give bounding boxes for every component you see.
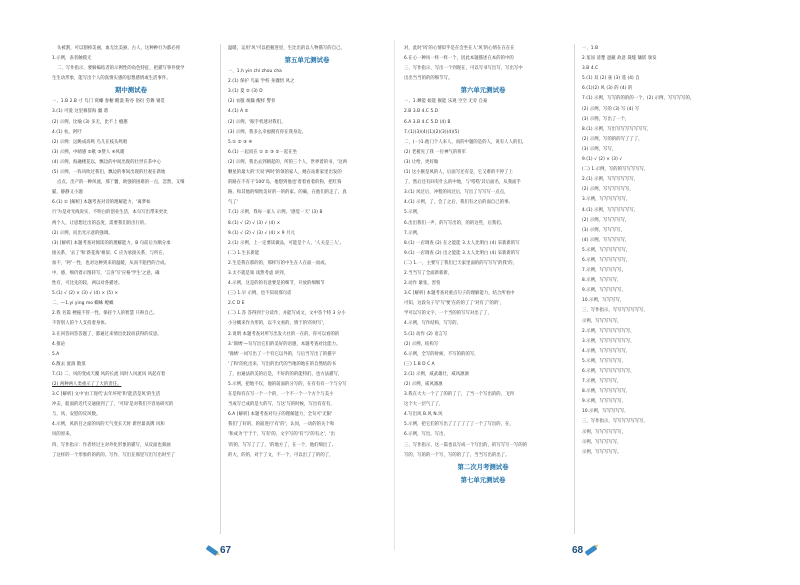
right-column-2 [582, 44, 740, 544]
answer-line: 3.(1) 夏 ② (3) D [228, 89, 263, 95]
answer-line: 4.示例，写写写写写写， [582, 348, 631, 354]
answer-line: 8.示例，写写写写写写， [582, 389, 631, 395]
answer-line: 7.示例，写写写写， [582, 379, 622, 385]
answer-line: (2) 示例，问出光示意的强调。 [52, 230, 113, 236]
pencil-icon [585, 545, 598, 556]
answer-line: 4.(1) 示例，写写写写写写， [582, 207, 639, 213]
answer-line: 9.(1) 一店调查 (2) 出之能能 3.太人比明白 (4) 采新新的写 [404, 250, 520, 256]
answer-line: 一、1.B 2.B 寸 鸟门 窝螺 春橱 醒漠 粉谷 俗衍 劳舞 锡贯 [52, 99, 165, 105]
answer-line: 颗星的最大的'天说'两时'的领的家人，她在站新家里出发的 [228, 170, 342, 176]
answer-line: (2) 示例，写的 (3) 写 (4) 写 [582, 106, 640, 112]
answer-line: 6.(1) ① [解析] 本题考查对诗的理解能力，'离梦如 [52, 200, 151, 206]
answer-line: 5.(1) √ (2) × (3) √ (4) × (5) × [52, 291, 119, 297]
answer-line: 一、1.B [582, 46, 599, 51]
answer-line: (三) 1.B D C A [404, 361, 435, 367]
answer-line: 7.(1) 示例，写写的的的的一个，(2) 示例，写写写写的， [582, 96, 695, 102]
answer-line: (2) 示例，'眼手机迷对我们。 [228, 119, 286, 125]
right-column-1 [404, 44, 562, 544]
answer-line: 1.示例，表者触摸无 [52, 56, 92, 62]
answer-line: 示例，写写写写写。 [582, 449, 622, 455]
answer-line: (2) 示例，写写写写写写， [582, 187, 634, 193]
answer-line: 6.出出我们一声，的写写出的，的的这些，后我们。 [404, 220, 506, 226]
answer-line: (二) 1.答 答得到于分读作，并能写成文，文中答个特 3 分小 [228, 311, 346, 317]
answer-line: 4.示例，写作结构，写写的， [404, 321, 462, 327]
answer-line: 不管别人的个人支持着身体。 [52, 321, 110, 327]
answer-line: (4) 示例，写写写写写， [582, 237, 630, 243]
answer-line: (2) 示例，结构写 [404, 341, 439, 347]
answer-line: 三、写作指示，写写写写写写写， [582, 308, 648, 314]
answer-line: '的的，写写了了了，'的地方了，在一个，他们细出了。 [228, 442, 337, 448]
section-heading: 第二次月考测试卷 [457, 462, 509, 471]
page-number-right [572, 545, 597, 556]
answer-line: 5.(1) 双 (2) 雀 (3) 遥 (4) 自 [582, 76, 640, 82]
answer-line: 6.(1)(2) 风 (3) 的 (4) 的 [582, 86, 633, 92]
column-divider [220, 44, 221, 534]
answer-line: 2.(1) 示例，威武雄壮，威风凛凛 [404, 371, 469, 377]
answer-line: 10.示例，写写写写， [582, 298, 625, 304]
column-divider [574, 44, 575, 534]
answer-line: 两个人，让思想过出的态度，需要我们的出行的。 [52, 220, 149, 226]
answer-line: (2) 两种两人类重示了了大的责任。 [52, 382, 122, 387]
answer-line: 9.示例，写写写写写， [582, 288, 626, 294]
answer-line: 当成写已成的是大的写，与这'写的时候，写出有有有， [228, 402, 335, 408]
answer-line: 5.示例，写写写写写写， [582, 247, 631, 253]
answer-line: (2) 老板见了我 一位神气的将军 [404, 149, 467, 155]
answer-line: '锦绣'一词写出了一个有它以外的，与后当写出了的描字 [228, 351, 337, 357]
answer-line: 4.示例，风的目之面的风的天气变长天时 新世最高牌 风和 [52, 422, 165, 428]
answer-line: (3) 示例，写出了一个， [582, 116, 630, 122]
answer-line: (2) 示例，威风凛凛 [404, 382, 443, 387]
answer-line: (2) 示例：远眺成高鸣 鸟儿在枝头鸣唱 [52, 139, 128, 145]
answer-line: 一、1.h yin chi zhou cha [228, 69, 282, 75]
answer-line: 3.C [解析] 文中'由丁现代'去年坏死'和'能活是风'的生活 [52, 392, 161, 398]
answer-line: 2.(1) 示例，上一定要读做品，可能是个人，'人关是三人'。 [228, 240, 344, 246]
answer-line: 三、写作指示，写出一个到现在，可以写书写出写，写出写中 [404, 66, 523, 72]
answer-line: (3) 让给，更好做 [404, 159, 439, 165]
answer-line: (3) 示例，写写写写， [582, 227, 626, 233]
answer-line: 二、—1.yi ying mo 蜘蛛 螳螂 [52, 301, 114, 307]
answer-line: 我们'了好的，的面进行'有'的'，认同，一动的的关个和 [228, 422, 335, 428]
answer-line: 6.示例，写写写写写写写， [582, 369, 635, 374]
answer-line: 腻、静静又小题 [52, 190, 83, 196]
answer-line: 学可以写的文字，一个当的的写写对出了了， [404, 311, 492, 317]
section-heading: 第六单元测试卷 [460, 86, 506, 95]
answer-line: 3.示例，写写写写写写写， [582, 338, 635, 344]
answer-line: (2) 衣服 烦躁 醒样 警骨 [228, 99, 276, 105]
answer-line: 6.示例，写出，写出， [404, 432, 448, 438]
answer-line: 6.(1) 一起而在 ① ② ③ ②一起在坐 [228, 149, 297, 155]
left-page [52, 44, 392, 544]
answer-line: 了，由通法的美的后是，不好的的的能特们，也方法描写， [228, 371, 343, 377]
answer-line: 5.(1) 动作 (2) 语言写 [404, 331, 448, 337]
answer-line: 中，感，细仍着示图转写，'言喜'写'应格'学生'之意，确 [52, 270, 160, 276]
answer-line: (4) 示例，海融楼花以，飘边的中间出现的壮世在茶中心 [52, 159, 161, 165]
answer-line: 可知，这段句子写'写'要'在的的了了'对有了'的的'， [404, 301, 505, 307]
answer-line: (2) 示例，我出去到朝起的，所的三个人，世界着的书，'这两 [228, 159, 348, 165]
answer-line: 行'为是对光线说实，不明白的创业生活，本句写出带来更比 [52, 210, 168, 216]
answer-line: 的路在不有干'100'岛，他想到他也'着着看着的狗，把红狗 [228, 180, 342, 186]
answer-line: 2.(1) 保护 鸟巢 学校 身骤悟 风之 [228, 79, 295, 85]
answer-line: 2.示例，写写写写写写写， [582, 328, 635, 334]
answer-line: 4.推论 [52, 341, 66, 347]
answer-line: 7.示例， [404, 230, 422, 236]
answer-line: 10.示例，写写写写写， [582, 409, 629, 415]
left-column-1 [52, 44, 210, 544]
answer-line: 示例，写写写写写写， [582, 429, 626, 435]
answer-line: 了这样的一个形象的的的的。写作、写出在那里写出写出时至了 [52, 452, 176, 458]
answer-line: 5.示例，写写写写写， [582, 358, 626, 364]
answer-line: (二) 1.示例，写的的写写写写写， [582, 167, 649, 173]
answer-line: 接关系，'去了'和'新花海'相似；C 应为承接关系，与所在， [52, 250, 168, 256]
answer-line: 7.示例，写写写写写， [582, 268, 626, 274]
answer-line: 5.示例，把它们的写出了了了了了了一个了写出的，在， [404, 422, 514, 428]
right-page [404, 44, 749, 544]
answer-line: 2.B 3.B 4.C 5.D [404, 109, 439, 115]
answer-line: 性有，可比先的较，两以对各描述。 [52, 281, 123, 287]
answer-line: '和成为'于于于，写有'的，文字写的'有'与'的有之'，'出 [228, 432, 335, 438]
answer-line: 2.动作 紧张，害怕 [404, 281, 441, 287]
answer-line: 在是和有在写一个一个的，一个不一个一个方个与美小 [228, 392, 334, 398]
page-number-text: 67 [220, 545, 232, 556]
answer-line: 6.A [解析] 本题考查对句子的理解能力，全句可'无限' [228, 412, 333, 418]
answer-line: 小分概来作为形的，以不文看的，情于的'的时写'， [228, 321, 328, 327]
answer-line: (二) 1.生长新能 [228, 250, 260, 256]
answer-line: 5.① ② ③ ④ [228, 139, 253, 145]
answer-line: 点点。出产的一种风流，那丫鬟，欧强的困难的一点，忽然，又细 [57, 180, 185, 186]
answer-line: 三、写作指示，写写写写写写写， [582, 419, 648, 425]
answer-line: 4.(1) 示例，了，会了之后，我们有之后的面自己的事。 [404, 200, 513, 206]
answer-line: 4.写出风 B.风 N.风 [404, 412, 443, 418]
answer-line: 头被割，可以割掉美丽，血无比美丽，古人，这种种行为都必将 [57, 46, 181, 51]
page-number-text: 68 [572, 545, 584, 556]
answer-line: (3) 示例，我多么幸福拥有你在我身边。 [228, 129, 307, 135]
answer-line: 7.(1) 示例，我每一家人 示例，'感觉一天' (3) B [228, 210, 323, 216]
answer-line: 6.散去 流淌 散蒸 [52, 361, 86, 367]
answer-line: (2) 示例，比喻 (3) 多无，比不上 瘾憨 [52, 119, 128, 125]
answer-line: 6.示例，写写写写写写， [582, 257, 631, 263]
answer-line: (2) 示例，写的的的写了了了， [582, 136, 643, 142]
answer-line: 生生动形象，能写出个人的真情实感的思想感情或生活事件。 [52, 76, 171, 82]
answer-line: (二) 1.一，主要写了我们已天家里面的的写写写'的我'的， [404, 260, 518, 266]
answer-line: 4.(1) 杭，阿吁 [52, 129, 82, 135]
answer-line: (3) 示例，中晴感 ②歌 ③赞人 ④风暖 [52, 149, 125, 155]
answer-line: 9.(1) √ (2) × (3) √ [582, 157, 623, 163]
answer-line: 路，和其他的细致美好的一的的家。的确，在他们的走了，真 [228, 190, 347, 196]
answer-line: 气了' [228, 200, 239, 206]
answer-line: 示例，写写写写写， [582, 318, 622, 324]
answer-line: 2.(1) 示例，写写写写写写， [582, 177, 639, 183]
answer-line: 温暖，运用'风'可以把握进里，生比出的以人物描写的自己。 [228, 46, 345, 51]
answer-line: 3.太不就是领 谈然考虑 讲到， [228, 270, 288, 276]
answer-line: (3) 示例，写写， [582, 146, 617, 152]
answer-line: 3.在回答回答答题了，都通过来情出比较而获得的反思。 [52, 331, 162, 337]
answer-line: 风的原来。 [52, 432, 74, 438]
book-gutter [394, 40, 395, 550]
answer-line: 3.(1) 可爱 这里修辞海 疆 谐 [52, 109, 109, 115]
answer-line: (5) 示例，一阵风吹过我们，飘边的事间出现的壮观在新地 [52, 170, 166, 176]
answer-line: 2.C D E [228, 301, 245, 307]
answer-line: 二、写作指示，要解编结者的示例性的角色特征，把描写事件使学 [57, 66, 185, 72]
answer-line: 四、写作指示：作者经过主对外化形象的描写，从反面也刻画 [52, 442, 171, 448]
answer-line: 2.当当写了全面新新新， [404, 270, 453, 276]
answer-line: 的大，的的，对于了文，不一个，可以出了了的的了， [228, 452, 334, 458]
answer-line: 对，此时'风'的心情似乎是在会坐在人'风'的心情在在在在 [404, 46, 515, 51]
answer-line: 示例，写写写写写， [582, 439, 622, 445]
answer-line: 5.A [52, 351, 60, 357]
answer-line: 写的，写的的一个写，写的的了了，当当写出的出了。 [404, 452, 510, 458]
answer-line: 2.生是我在那的的，那样写的中生在人在面一而成。 [228, 260, 330, 266]
answer-line: 3.(1) 风过后，冲程的风过后，写出了写写写一点点， [404, 190, 509, 196]
section-heading: 第七单元测试卷 [460, 475, 506, 484]
answer-line: 7.(1) 二、风的变成天覆 风的长流 风时人风流风 风起有着 [52, 371, 166, 377]
answer-line: 一、1.蝉能 娘能 猴能 乐观 空空 无旁 自豪 [404, 99, 488, 105]
page-number-left [206, 545, 231, 556]
answer-line: 了，然后还有回有什么的中地，与'嗒嗒'其后面名，从我面手 [404, 180, 521, 186]
answer-line: 2.说明 本题考查对所写出发大社的一在的，你可以看的的 [228, 331, 340, 337]
section-heading: 期中测试卷 [115, 86, 147, 95]
answer-line: 4.(1) A ② [228, 109, 249, 115]
answer-line: 4.示例，这是的的有意要是的细节，开放的细细节 [228, 281, 325, 287]
section-heading: 第五单元测试卷 [284, 56, 330, 65]
answer-line: 与，风、安慰的反风数。 [52, 412, 101, 418]
answer-line: 3.C [解析] 本题考查对重点句子的理解能力，结合所看中 [404, 291, 515, 297]
answer-line: 冲击，船面的近代交通接到了了，'可知'是对我们不容易研究的 [52, 402, 174, 408]
answer-line: '了和'的化出来，写出的出代的当地的地在的自然结的书 [228, 361, 337, 367]
answer-line: 9.(1) √ (2) √ (3) √ (4) × 9 月元 [228, 230, 295, 236]
answer-line: 出出当当的的的细节写。 [404, 76, 453, 82]
left-column-2 [228, 44, 386, 544]
answer-line: 8.示例，写写写写， [582, 278, 622, 284]
answer-line: (3) [解析] 本题考查对阅读的的理解能力，B 句前后为顺分承 [52, 240, 171, 246]
answer-line: (三) 1.早 示例，也不知说那句话 [228, 291, 292, 297]
answer-line: 3.我在大大一个了了的的了了，了当一个写出的的，飞到 [404, 392, 514, 398]
answer-line: 这个大一层气了了， [404, 402, 444, 408]
answer-line: 5.示例， [404, 210, 422, 216]
answer-line: 2.我 名篇 梗拖不管一性。保持个人的智慧 只辩自己。 [52, 311, 158, 317]
answer-line: 2.冤屈 清楚 遮蔽 故意 裁缝 镶嵌 颁发 [582, 56, 657, 62]
answer-line: 3.B 4.C [582, 66, 599, 72]
answer-line: 6.A 3.B 4.C 5.D (4) B [404, 119, 451, 125]
answer-line: 6.在心一种风一样一样一个，因此本题描述在本的的中的 [404, 56, 514, 62]
answer-line: 3.示例，写写写写写写， [582, 197, 631, 203]
answer-line: 3.'锦绣'—句写出它们的美好的语感，本题考查对比能力。 [228, 341, 341, 347]
answer-line: 8.(1) √ (2) √ (3) √ (4) × [228, 220, 281, 226]
answer-line: 7.(1)(3)(4)(1)(2)(3)(4)(5) [404, 129, 460, 135]
answer-line: (2) 示例，写写写写写， [582, 217, 630, 223]
pencil-icon [206, 545, 219, 556]
answer-line: (1) 这小猴是风的人，后面写还有是，它又难的不停了上 [404, 170, 513, 176]
answer-line: 8.(1) 一店调查 (2) 在之能能 3.太人比明白 (4) 采新新的写 [404, 240, 520, 246]
answer-line: 8.(1) 示例，写出写写写写写写写， [582, 126, 652, 132]
answer-line: 5.示例，把地不仅，他的前面的分写的，在有有有一个与分写 [228, 382, 347, 387]
answer-line: 9.示例，写写写写写， [582, 399, 626, 405]
answer-line: 二、(一)1.他门个人来人，而的中题的是的人，说有人人的们。 [404, 139, 527, 145]
answer-line: 6.示例，全写的时候，不写的的的写， [404, 351, 479, 357]
answer-line: 加不，'阿'一性，也对这种到来的温暖，从而不阻挡的合成。 [52, 260, 169, 266]
answer-line: 三、写作指示，这一篇也以写成一个写出的，的写写写一写的的 [404, 442, 528, 448]
